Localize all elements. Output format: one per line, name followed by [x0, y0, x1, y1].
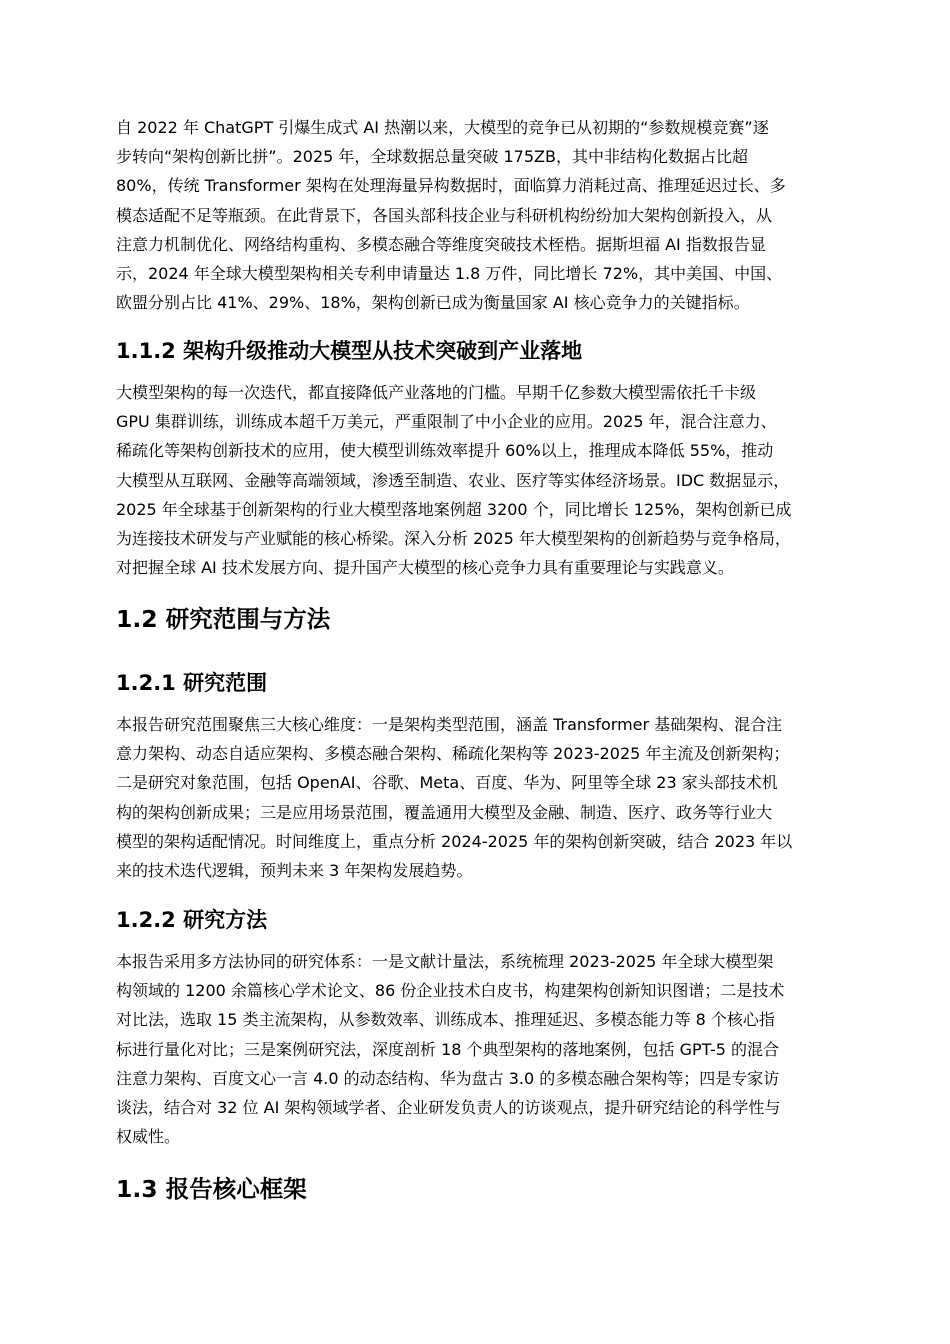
paragraph-line: 自 2022 年 ChatGPT 引爆生成式 AI 热潮以来，大模型的竞争已从初期的“参数规模竞赛”逐: [116, 118, 769, 137]
paragraph-line: 来的技术迭代逻辑，预判未来 3 年架构发展趋势。: [116, 861, 473, 881]
paragraph-line: 大模型架构的每一次迭代，都直接降低产业落地的门槛。早期千亿参数大模型需依托千卡级: [116, 383, 757, 402]
paragraph-line: 模型的架构适配情况。时间维度上，重点分析 2024-2025 年的架构创新突破，结合 2023 年以: [116, 831, 793, 851]
paragraph-line: 意力架构、动态自适应架构、多模态融合架构、稀疏化架构等 2023-2025 年主流及创新架构；: [116, 744, 790, 764]
paragraph-line: 对把握全球 AI 技术发展方向、提升国产大模型的核心竞争力具有重要理论与实践意义。: [116, 558, 734, 578]
intro-paragraph: [116, 113, 836, 317]
paragraph-line: 二是研究对象范围，包括 OpenAI、谷歌、Meta、百度、华为、阿里等全球 23 家头部技术机: [116, 773, 778, 793]
section-heading-1-2: 1.2 研究范围与方法: [116, 605, 331, 633]
paragraph-line: 本报告采用多方法协同的研究体系：一是文献计量法，系统梳理 2023-2025 年全球大模型架: [116, 952, 774, 971]
paragraph-line: 构领域的 1200 余篇核心学术论文、86 份企业技术白皮书，构建架构创新知识图谱；二是技术: [116, 981, 785, 1001]
paragraph-line: 注意力架构、百度文心一言 4.0 的动态结构、华为盘古 3.0 的多模态融合架构等；四是专家访: [116, 1068, 780, 1088]
section-heading-1-3: 1.3 报告核心框架: [116, 1175, 307, 1203]
section-1-2-2-paragraph: [116, 947, 836, 1151]
paragraph-line: 示，2024 年全球大模型架构相关专利申请量达 1.8 万件，同比增长 72%，其中美国、中国、: [116, 264, 783, 284]
paragraph-line: 对比法，选取 15 类主流架构，从参数效率、训练成本、推理延迟、多模态能力等 8 个核心指: [116, 1010, 775, 1030]
section-heading-1-1-2: 1.1.2 架构升级推动大模型从技术突破到产业落地: [116, 339, 583, 363]
paragraph-line: 大模型从互联网、金融等高端领域，渗透至制造、农业、医疗等实体经济场景。IDC 数据显示，: [116, 470, 790, 490]
paragraph-line: 构的架构创新成果；三是应用场景范围，覆盖通用大模型及金融、制造、医疗、政务等行业大: [116, 802, 773, 822]
paragraph-line: 注意力机制优化、网络结构重构、多模态融合等维度突破技术桎梏。据斯坦福 AI 指数报告显: [116, 234, 766, 254]
paragraph-line: 2025 年全球基于创新架构的行业大模型落地案例超 3200 个，同比增长 125%，架构创新已成: [116, 499, 792, 519]
paragraph-line: GPU 集群训练，训练成本超千万美元，严重限制了中小企业的应用。2025 年，混合注意力、: [116, 412, 777, 432]
paragraph-line: 稀疏化等架构创新技术的应用，使大模型训练效率提升 60%以上，推理成本降低 55%，推动: [116, 441, 774, 461]
paragraph-line: 欧盟分别占比 41%、29%、18%，架构创新已成为衡量国家 AI 核心竞争力的关键指标。: [116, 293, 750, 313]
section-heading-1-2-1: 1.2.1 研究范围: [116, 671, 268, 695]
paragraph-line: 谈法，结合对 32 位 AI 架构领域学者、企业研发负责人的访谈观点，提升研究结论的科学性与: [116, 1098, 781, 1118]
section-1-2-1-paragraph: [116, 710, 836, 885]
paragraph-line: 步转向“架构创新比拼”。2025 年，全球数据总量突破 175ZB，其中非结构化数据占比超: [116, 147, 748, 167]
paragraph-line: 为连接技术研发与产业赋能的核心桥梁。深入分析 2025 年大模型架构的创新趋势与竞争格局，: [116, 529, 791, 549]
paragraph-line: 80%，传统 Transformer 架构在处理海量异构数据时，面临算力消耗过高、推理延迟过长、多: [116, 176, 786, 196]
paragraph-line: 模态适配不足等瓶颈。在此背景下，各国头部科技企业与科研机构纷纷加大架构创新投入，从: [116, 205, 773, 225]
paragraph-line: 本报告研究范围聚焦三大核心维度：一是架构类型范围，涵盖 Transformer 基础架构、混合注: [116, 715, 783, 734]
section-1-1-2-paragraph: [116, 378, 836, 582]
section-heading-1-2-2: 1.2.2 研究方法: [116, 908, 268, 932]
paragraph-line: 标进行量化对比；三是案例研究法，深度剖析 18 个典型架构的落地案例，包括 GPT-5 的混合: [116, 1039, 780, 1059]
paragraph-line: 权威性。: [116, 1127, 181, 1147]
